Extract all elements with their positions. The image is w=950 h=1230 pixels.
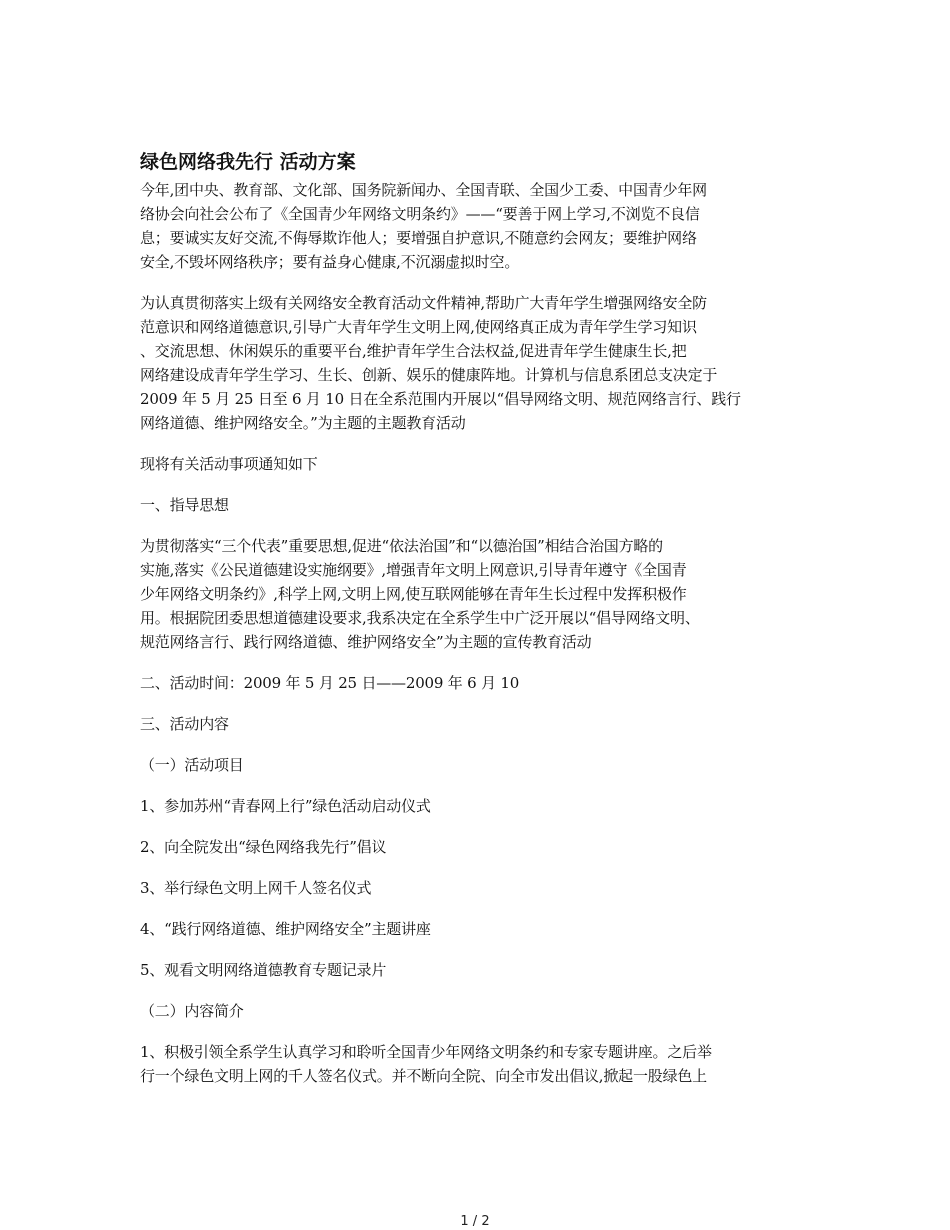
paragraph-line: 用。根据院团委思想道德建设要求,我系决定在全系学生中广泛开展以“倡导网络文明、	[140, 609, 700, 627]
paragraph-line: 网络建设成青年学生学习、生长、创新、娱乐的健康阵地。计算机与信息系团总支决定于	[140, 366, 718, 384]
paragraph-list	[140, 178, 812, 1088]
paragraph-line: 、交流思想、休闲娱乐的重要平台,维护青年学生合法权益,促进青年学生健康生长,把	[140, 342, 687, 360]
paragraph	[140, 712, 812, 736]
paragraph-line: 络协会向社会公布了《全国青少年网络文明条约》——“要善于网上学习,不浏览不良信	[140, 205, 700, 223]
paragraph	[140, 534, 812, 654]
paragraph	[140, 1040, 812, 1088]
paragraph-line: 安全,不毁坏网络秩序；要有益身心健康,不沉溺虚拟时空。	[140, 253, 520, 271]
paragraph-line: 1、积极引领全系学生认真学习和聆听全国青少年网络文明条约和专家专题讲座。之后举	[140, 1043, 712, 1061]
paragraph	[140, 958, 812, 982]
paragraph	[140, 876, 812, 900]
paragraph-line: 2、向全院发出“绿色网络我先行”倡议	[140, 838, 387, 856]
paragraph-line: 规范网络言行、践行网络道德、维护网络安全”为主题的宣传教育活动	[140, 633, 592, 651]
document-body	[140, 148, 812, 1105]
paragraph-line: 为认真贯彻落实上级有关网络安全教育活动文件精神,帮助广大青年学生增强网络安全防	[140, 294, 707, 312]
paragraph-line: 范意识和网络道德意识,引导广大青年学生文明上网,使网络真正成为青年学生学习知识	[140, 318, 697, 336]
paragraph-line: 今年,团中央、教育部、文化部、国务院新闻办、全国青联、全国少工委、中国青少年网	[140, 181, 707, 199]
document-title: 绿色网络我先行 活动方案	[140, 151, 356, 173]
paragraph-line: 三、活动内容	[140, 715, 229, 733]
paragraph-line: 实施,落实《公民道德建设实施纲要》,增强青年文明上网意识,引导青年遵守《全国青	[140, 561, 687, 579]
paragraph	[140, 753, 812, 777]
paragraph-line: 行一个绿色文明上网的千人签名仪式。并不断向全院、向全市发出倡议,掀起一股绿色上	[140, 1067, 707, 1085]
paragraph	[140, 671, 812, 695]
paragraph-line: （二）内容简介	[140, 1002, 244, 1020]
paragraph-line: （一）活动项目	[140, 756, 244, 774]
paragraph-line: 二、活动时间：2009 年 5 月 25 日——2009 年 6 月 10	[140, 674, 520, 692]
paragraph	[140, 835, 812, 859]
paragraph	[140, 178, 812, 274]
paragraph-line: 少年网络文明条约》,科学上网,文明上网,使互联网能够在青年生长过程中发挥积极作	[140, 585, 687, 603]
paragraph-line: 5、观看文明网络道德教育专题记录片	[140, 961, 387, 979]
paragraph-line: 3、举行绿色文明上网千人签名仪式	[140, 879, 372, 897]
paragraph-line: 现将有关活动事项通知如下	[140, 455, 318, 473]
paragraph	[140, 999, 812, 1023]
paragraph-line: 2009 年 5 月 25 日至 6 月 10 日在全系范围内开展以“倡导网络文明、规范网络言行、践行	[140, 390, 741, 408]
paragraph-line: 一、指导思想	[140, 496, 229, 514]
page-number: 1 / 2	[460, 1214, 490, 1229]
paragraph-line: 1、参加苏州“青春网上行”绿色活动启动仪式	[140, 797, 431, 815]
paragraph	[140, 291, 812, 435]
paragraph-line: 息；要诚实友好交流,不侮辱欺诈他人；要增强自护意识,不随意约会网友；要维护网络	[140, 229, 697, 247]
paragraph-line: 网络道德、维护网络安全。”为主题的主题教育活动	[140, 414, 466, 432]
paragraph	[140, 917, 812, 941]
paragraph	[140, 493, 812, 517]
paragraph	[140, 452, 812, 476]
paragraph	[140, 794, 812, 818]
paragraph-line: 为贯彻落实“三个代表”重要思想,促进“依法治国”和“以德治国”相结合治国方略的	[140, 537, 663, 555]
paragraph-line: 4、“践行网络道德、维护网络安全”主题讲座	[140, 920, 431, 938]
